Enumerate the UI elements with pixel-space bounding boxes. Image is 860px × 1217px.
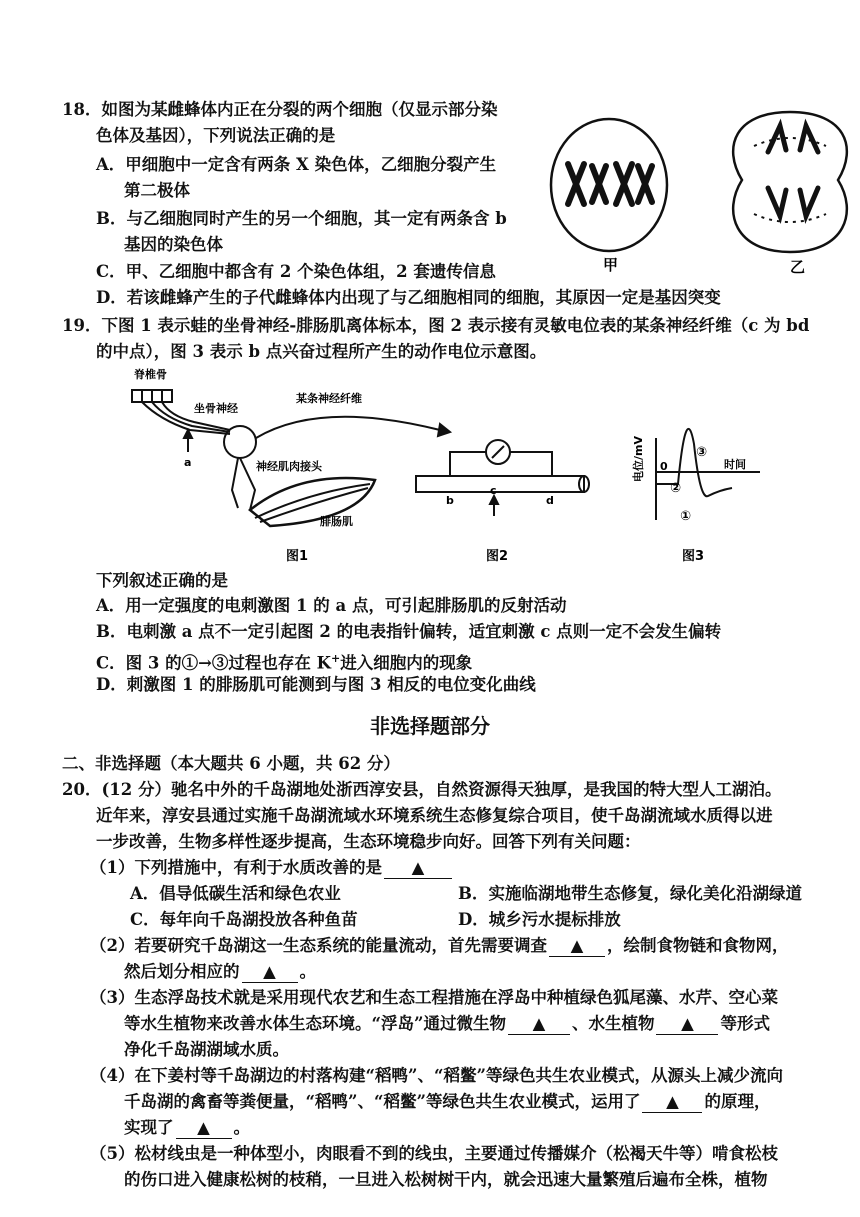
answer-blank[interactable]: ▲ — [656, 1014, 718, 1035]
answer-blank[interactable]: ▲ — [242, 962, 298, 983]
q20-line3: 一步改善，生物多样性逐步提高，生态环境稳步向好。回答下列有关问题： — [96, 832, 641, 851]
q20-part1-option-a: A．倡导低碳生活和绿色农业 — [130, 884, 341, 903]
q19-option-b: B．电刺激 a 点不一定引起图 2 的电表指针偏转，适宜刺激 c 点则一定不会发生偏转 — [96, 622, 722, 641]
q20-part4-end: 实现了 ▲ 。 — [124, 1118, 250, 1137]
fig2-fiber-label: 某条神经纤维 — [296, 392, 362, 405]
q18-cell-figure — [540, 92, 860, 282]
q18-option-d: D．若该雌蜂产生的子代雌蜂体内出现了与乙细胞相同的细胞，其原因一定是基因突变 — [96, 288, 721, 307]
q20-part3-end: 净化千岛湖湖域水质。 — [124, 1040, 289, 1059]
fig1-spine-label: 脊椎骨 — [134, 368, 167, 381]
fig3-zero: 0 — [660, 460, 668, 473]
fig3-y-label: 电位/mV — [632, 436, 645, 482]
q20-part5-cont: 的伤口进入健康松树的枝稍，一旦进入松树树干内，就会迅速大量繁殖后遍布全株，植物 — [124, 1170, 768, 1189]
q20-part1-option-d: D．城乡污水提标排放 — [458, 910, 621, 929]
fig3-x-label: 时间 — [724, 458, 746, 471]
fig1-preparation — [132, 390, 450, 526]
cell-jia-label: 甲 — [603, 256, 619, 274]
fig2-point-d: d — [546, 494, 554, 507]
answer-blank[interactable]: ▲ — [508, 1014, 570, 1035]
fig3-caption: 图3 — [682, 549, 705, 564]
q19-option-d: D．刺激图 1 的腓肠肌可能测到与图 3 相反的电位变化曲线 — [96, 675, 536, 694]
q19-option-c: C．图 3 的①→③过程也存在 K+进入细胞内的现象 — [96, 652, 473, 673]
answer-blank[interactable]: ▲ — [176, 1118, 232, 1139]
q20-part4: （4）在下姜村等千岛湖边的村落构建“稻鸭”、“稻鳖”等绿色共生农业模式，从源头上减少流向 — [90, 1066, 783, 1085]
cell-yi — [733, 112, 847, 252]
q20-part3-cont: 等水生植物来改善水体生态环境。“浮岛”通过微生物 ▲ 、水生植物 ▲ 等形式 — [124, 1014, 770, 1033]
q18-option-a: A．甲细胞中一定含有两条 X 染色体，乙细胞分裂产生 — [96, 155, 497, 174]
cell-jia — [551, 119, 667, 251]
fig1-muscle-label: 腓肠肌 — [320, 515, 353, 528]
q20-part1: （1）下列措施中，有利于水质改善的是 ▲ — [90, 856, 454, 880]
fig2-point-c: c — [490, 484, 497, 497]
q19-figures — [120, 360, 760, 570]
cell-yi-label: 乙 — [790, 258, 806, 276]
q18-option-c: C．甲、乙细胞中都含有 2 个染色体组，2 套遗传信息 — [96, 262, 496, 281]
q19-stem-line2: 的中点），图 3 表示 b 点兴奋过程所产生的动作电位示意图。 — [96, 342, 547, 361]
fig3-plot — [656, 429, 760, 520]
q18-option-a-cont: 第二极体 — [124, 181, 190, 200]
fig1-point-a-label: a — [184, 456, 192, 469]
fig2-fiber — [416, 440, 589, 516]
answer-blank[interactable]: ▲ — [549, 936, 605, 957]
q18-option-b: B．与乙细胞同时产生的另一个细胞，其一定有两条含 b — [96, 209, 507, 228]
q20-part1-option-c: C．每年向千岛湖投放各种鱼苗 — [130, 910, 358, 929]
q20-part3: （3）生态浮岛技术就是采用现代农艺和生态工程措施在浮岛中种植绿色狐尾藻、水芹、空心菜 — [90, 988, 778, 1007]
q19-stem-line1: 19．下图 1 表示蛙的坐骨神经-腓肠肌离体标本，图 2 表示接有灵敏电位表的某条神经纤维（c 为 bd — [62, 316, 810, 335]
fig3-marker-1: ① — [680, 509, 692, 524]
fig2-point-b: b — [446, 494, 454, 507]
q20-part5: （5）松材线虫是一种体型小，肉眼看不到的线虫，主要通过传播媒介（松褐天牛等）啃食松枝 — [90, 1144, 778, 1163]
q20-part2-cont: 然后划分相应的 ▲ 。 — [124, 962, 316, 981]
answer-blank[interactable]: ▲ — [642, 1092, 702, 1113]
q20-part1-option-b: B．实施临湖地带生态修复，绿化美化沿湖绿道 — [458, 884, 802, 903]
fig3-marker-2: ② — [670, 481, 682, 496]
fig1-sciatic-label: 坐骨神经 — [194, 402, 238, 415]
fig2-caption: 图2 — [486, 549, 509, 564]
answer-blank[interactable]: ▲ — [384, 858, 452, 879]
q19-prompt: 下列叙述正确的是 — [96, 571, 228, 590]
q18-option-b-cont: 基因的染色体 — [124, 235, 223, 254]
q20-part2: （2）若要研究千岛湖这一生态系统的能量流动，首先需要调查 ▲ ，绘制食物链和食物网， — [90, 936, 789, 955]
q20-part4-cont: 千岛湖的禽畜等粪便量，“稻鸭”、“稻鳖”等绿色共生农业模式，运用了 ▲ 的原理， — [124, 1092, 771, 1111]
q18-stem-line1: 18．如图为某雌蜂体内正在分裂的两个细胞（仅显示部分染 — [62, 100, 498, 119]
part2-heading: 二、非选择题（本大题共 6 小题，共 62 分） — [62, 754, 400, 773]
q20-line1: 20．(12 分）驰名中外的千岛湖地处浙西淳安县，自然资源得天独厚，是我国的特大型人工湖泊。 — [62, 780, 782, 799]
section-title: 非选择题部分 — [370, 714, 490, 738]
q19-option-a: A．用一定强度的电刺激图 1 的 a 点，可引起腓肠肌的反射活动 — [96, 596, 567, 615]
fig3-marker-3: ③ — [696, 445, 708, 460]
fig1-caption: 图1 — [286, 549, 309, 564]
q18-stem-line2: 色体及基因），下列说法正确的是 — [96, 126, 336, 145]
q20-line2: 近年来，淳安县通过实施千岛湖流域水环境系统生态修复综合项目，使千岛湖流域水质得以进 — [96, 806, 773, 825]
fig1-junction-label: 神经肌肉接头 — [256, 460, 322, 473]
